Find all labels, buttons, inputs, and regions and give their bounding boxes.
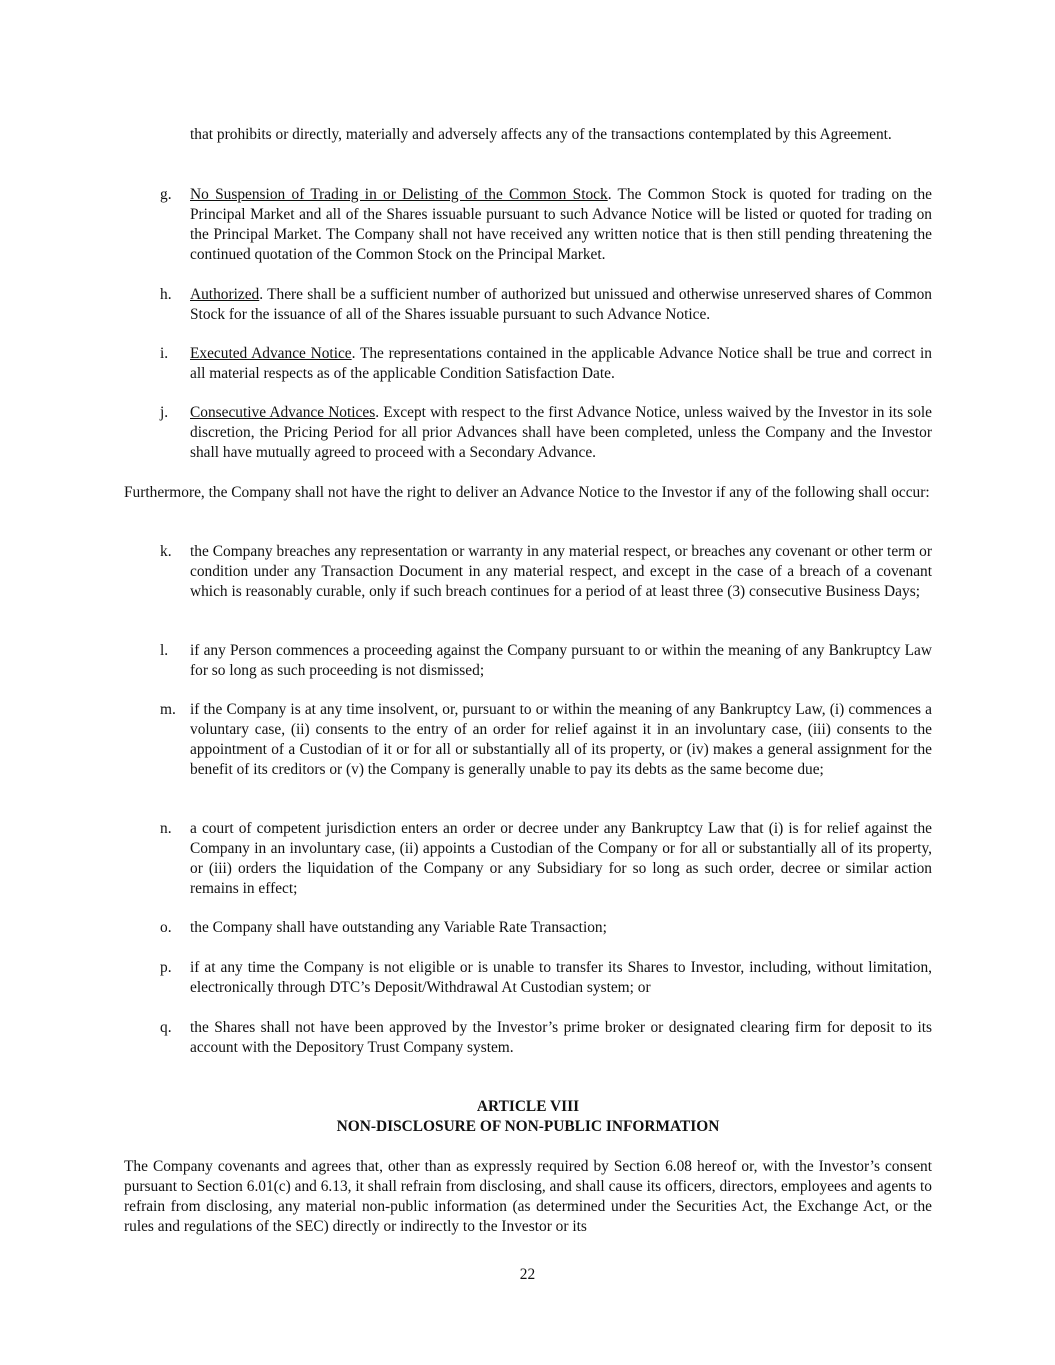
item-body [190,285,932,325]
item-text: the Company breaches any representation or warranty in any material respect, or breaches any covenant or other term or condition under any Transaction Document in any material respect, and except in the case of a breach of a covenant which is reasonably curable, only if such breach continues for a period of at least three (3) consecutive Business Days; [190,543,932,600]
item-marker: q. [160,1019,172,1036]
item-text: the Shares shall not have been approved by the Investor’s prime broker or designated clearing firm for deposit to its account with the Depository Trust Company system. [190,1019,932,1056]
item-marker: m. [160,701,176,718]
item-title: Executed Advance Notice [190,345,352,362]
article-number: ARTICLE VIII [476,1098,580,1115]
item-text: if the Company is at any time insolvent, or, pursuant to or within the meaning of any Bankruptcy Law, (i) commences a voluntary case, (ii) consents to the entry of an order for relief against it in an involuntary case, (iii) consents to the appointment of a Custodian of it or for all or substantially all of its property, or (iv) makes a general assignment for the benefit of its creditors or (v) the Company is generally unable to pay its debts as the same become due; [190,701,932,778]
item-title: Consecutive Advance Notices [190,404,376,421]
item-text: if at any time the Company is not eligible or is unable to transfer its Shares to Investor, including, without limitation, electronically through DTC’s Deposit/Withdrawal At Custodian system; or [190,959,932,996]
item-marker: k. [160,543,172,560]
page-number: 22 [519,1266,536,1283]
item-marker: l. [160,642,169,659]
item-text: . There shall be a sufficient number of authorized but unissued and otherwise unreserved shares of Common Stock for the issuance of all of the Shares issuable pursuant to such Advance Notice. [190,286,932,323]
furthermore-paragraph: Furthermore, the Company shall not have the right to deliver an Advance Notice to the Investor if any of the following shall occur: [124,484,930,501]
item-title: No Suspension of Trading in or Delisting of the Common Stock [190,186,608,203]
item-body [190,403,932,463]
item-body [190,185,932,265]
item-marker: g. [160,186,172,203]
article-title: NON-DISCLOSURE OF NON-PUBLIC INFORMATION [336,1118,720,1135]
item-title: Authorized [190,286,260,303]
item-text: . Except with respect to the first Advance Notice, unless waived by the Investor in its sole discretion, the Pricing Period for all prior Advances shall have been completed, unless the Company and the Investor shall have mutually agreed to proceed with a Secondary Advance. [190,404,933,461]
item-marker: p. [160,959,172,976]
item-marker: o. [160,919,172,936]
article-paragraph: The Company covenants and agrees that, other than as expressly required by Section 6.08 hereof or, with the Investor’s consent pursuant to Section 6.01(c) and 6.13, it shall refrain from disclosing, and shall cause its officers, directors, employees and agents to refrain from disclosing, any material non-public information (as determined under the Securities Act, the Exchange Act, or the rules and regulations of the SEC) directly or indirectly to the Investor or its [124,1158,932,1235]
continuation-paragraph: that prohibits or directly, materially and adversely affects any of the transactions contemplated by this Agreement. [190,126,892,143]
item-marker: n. [160,820,172,837]
item-text: . The Common Stock is quoted for trading on the Principal Market and all of the Shares issuable pursuant to such Advance Notice will be listed or quoted for trading on the Principal Market. The Company shall not have received any written notice that is then still pending threatening the continued quotation of the Common Stock on the Principal Market. [190,186,932,263]
item-text: if any Person commences a proceeding against the Company pursuant to or within the meaning of any Bankruptcy Law for so long as such proceeding is not dismissed; [190,642,932,679]
item-text: a court of competent jurisdiction enters an order or decree under any Bankruptcy Law that (i) is for relief against the Company in an involuntary case, (ii) appoints a Custodian of the Company or for all or substantially all of its property, or (iii) orders the liquidation of the Company or any Subsidiary for so long as such order, decree or similar action remains in effect; [190,820,932,897]
item-marker: i. [160,345,169,362]
item-text: the Company shall have outstanding any Variable Rate Transaction; [190,919,607,936]
item-marker: h. [160,286,172,303]
item-body [190,344,932,384]
item-marker: j. [160,404,169,421]
item-text: . The representations contained in the applicable Advance Notice shall be true and correct in all material respects as of the applicable Condition Satisfaction Date. [190,345,932,382]
